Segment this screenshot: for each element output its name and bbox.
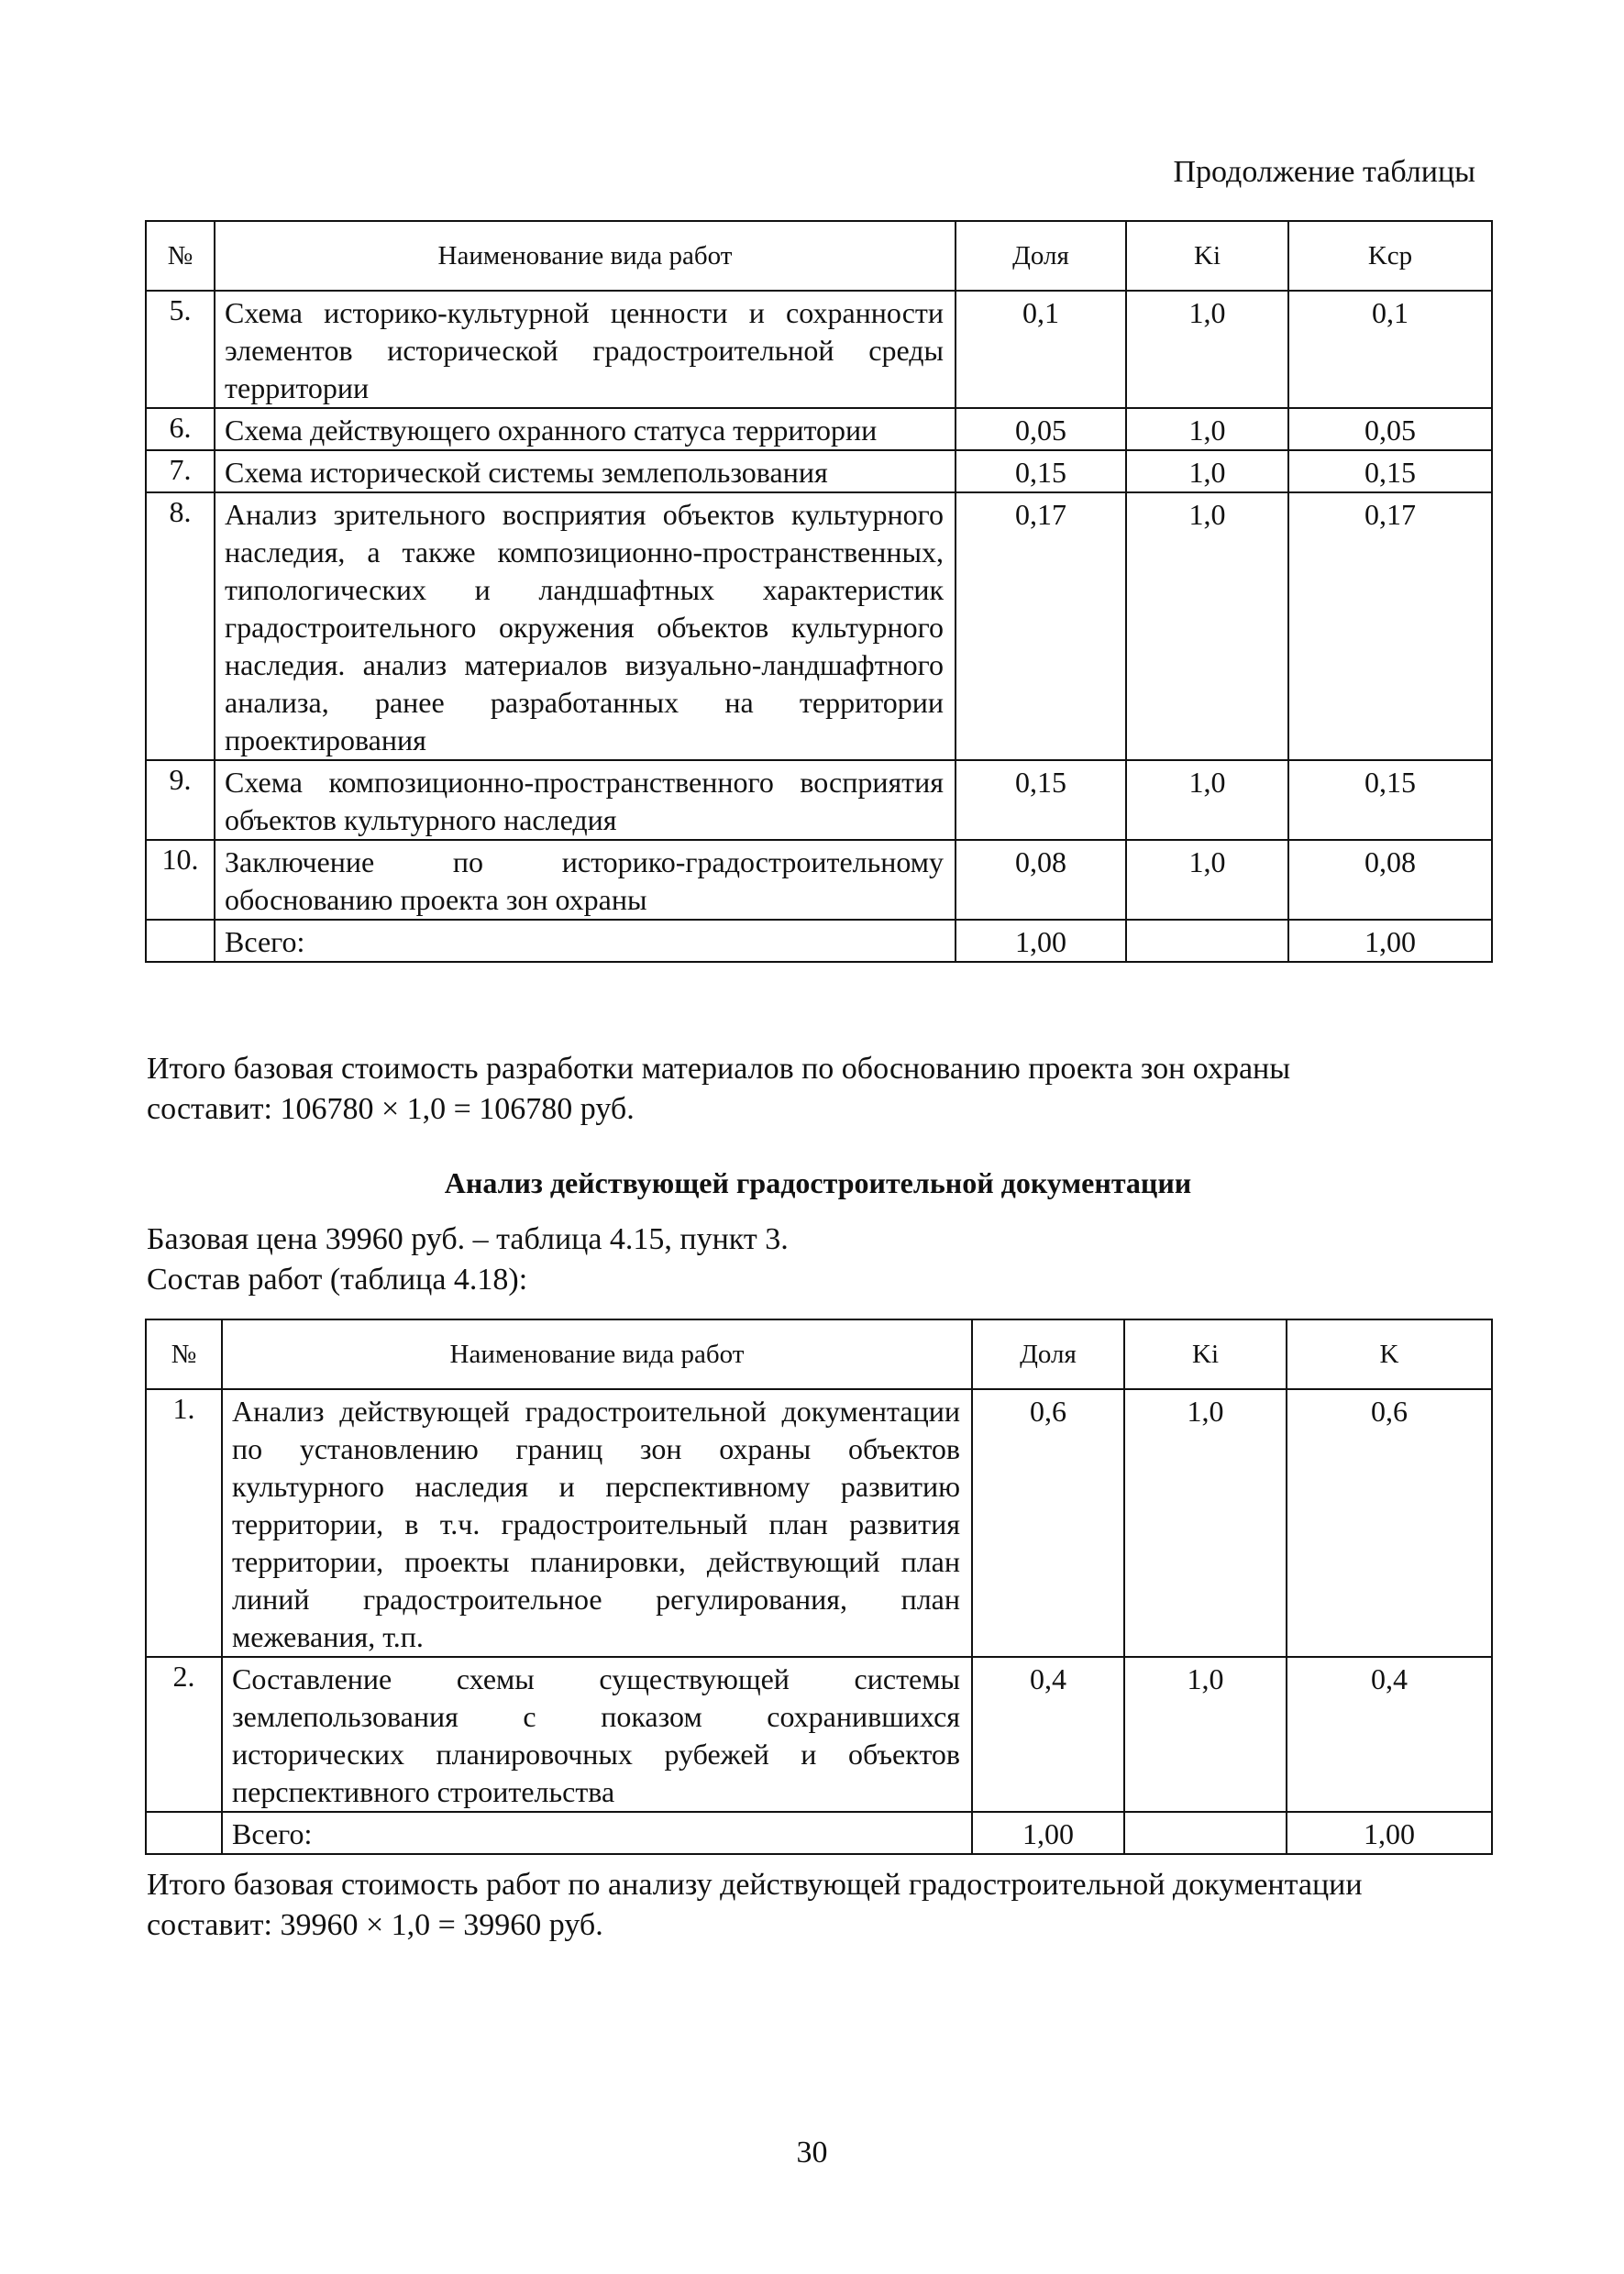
row-share: 0,17: [956, 492, 1126, 760]
table-row: [146, 760, 1492, 840]
row-work-name: Заключение по историко-градостроительному обоснованию проекта зон охраны: [215, 840, 956, 920]
table-header-row: [146, 1319, 1492, 1389]
table-header-row: [146, 221, 1492, 291]
table-total-row: [146, 1812, 1492, 1854]
composition-line: Состав работ (таблица 4.18):: [147, 1263, 528, 1297]
row-work-name: Схема композиционно-пространственного восприятия объектов культурного наследия: [215, 760, 956, 840]
row-number: 8.: [146, 492, 215, 760]
row-ki: 1,0: [1126, 291, 1288, 408]
row-work-name: Составление схемы существующей системы землепользования с показом сохранившихся исторических планировочных рубежей и объектов перспективного строительства: [222, 1657, 972, 1812]
row-k: 0,15: [1288, 450, 1492, 492]
total-share: 1,00: [956, 920, 1126, 962]
summary-paragraph-2: [147, 1865, 1491, 1946]
total-ki: [1126, 920, 1288, 962]
summary-1-line-1: Итого базовая стоимость разработки материалов по обоснованию проекта зон охраны: [147, 1052, 1291, 1086]
row-k: 0,4: [1287, 1657, 1492, 1812]
row-k: 0,1: [1288, 291, 1492, 408]
row-share: 0,15: [956, 450, 1126, 492]
row-number: 10.: [146, 840, 215, 920]
table-row: [146, 408, 1492, 450]
row-ki: 1,0: [1126, 408, 1288, 450]
row-k: 0,17: [1288, 492, 1492, 760]
row-work-name: Схема исторической системы землепользования: [215, 450, 956, 492]
row-share: 0,08: [956, 840, 1126, 920]
summary-2-line-2: составит: 39960 × 1,0 = 39960 руб.: [147, 1908, 603, 1942]
row-share: 0,15: [956, 760, 1126, 840]
summary-1-line-2: составит: 106780 × 1,0 = 106780 руб.: [147, 1092, 635, 1126]
base-price-line: Базовая цена 39960 руб. – таблица 4.15, пункт 3.: [147, 1222, 789, 1256]
total-k: 1,00: [1288, 920, 1492, 962]
col-header-share: Доля: [956, 221, 1126, 291]
row-work-name: Схема историко-культурной ценности и сохранности элементов исторической градостроительной среды территории: [215, 291, 956, 408]
row-share: 0,1: [956, 291, 1126, 408]
col-header-work-name: Наименование вида работ: [215, 221, 956, 291]
table-row: [146, 492, 1492, 760]
row-number: 1.: [146, 1389, 222, 1657]
row-k: 0,08: [1288, 840, 1492, 920]
col-header-ki: Ki: [1124, 1319, 1287, 1389]
total-number: [146, 1812, 222, 1854]
col-header-share: Доля: [972, 1319, 1124, 1389]
summary-2-line-1: Итого базовая стоимость работ по анализу действующей градостроительной документации: [147, 1868, 1363, 1902]
table-row: [146, 450, 1492, 492]
table-row: [146, 1389, 1492, 1657]
table-total-row: [146, 920, 1492, 962]
row-k: 0,05: [1288, 408, 1492, 450]
row-number: 5.: [146, 291, 215, 408]
total-ki: [1124, 1812, 1287, 1854]
total-number: [146, 920, 215, 962]
col-header-ki: Ki: [1126, 221, 1288, 291]
table-row: [146, 1657, 1492, 1812]
row-number: 7.: [146, 450, 215, 492]
page-number: 30: [796, 2136, 828, 2169]
summary-paragraph-1: [147, 1049, 1491, 1130]
row-k: 0,6: [1287, 1389, 1492, 1657]
col-header-k: K: [1287, 1319, 1492, 1389]
row-work-name: Анализ зрительного восприятия объектов культурного наследия, а также композиционно-пространственных, типологических и ландшафтных характеристик градостроительного окружения объектов культурного наследия. анализ материалов визуально-ландшафтного анализа, ранее разработанных на территории проектирования: [215, 492, 956, 760]
col-header-number: №: [146, 221, 215, 291]
works-table-2: [145, 1319, 1493, 1855]
row-number: 6.: [146, 408, 215, 450]
row-work-name: Схема действующего охранного статуса территории: [215, 408, 956, 450]
col-header-k: Kср: [1288, 221, 1492, 291]
row-ki: 1,0: [1126, 760, 1288, 840]
row-number: 9.: [146, 760, 215, 840]
works-table-1: [145, 220, 1493, 963]
table-continuation-label: Продолжение таблицы: [1173, 155, 1475, 189]
row-ki: 1,0: [1124, 1657, 1287, 1812]
col-header-number: №: [146, 1319, 222, 1389]
table-row: [146, 291, 1492, 408]
row-ki: 1,0: [1126, 492, 1288, 760]
row-number: 2.: [146, 1657, 222, 1812]
row-share: 0,6: [972, 1389, 1124, 1657]
row-ki: 1,0: [1126, 450, 1288, 492]
row-share: 0,05: [956, 408, 1126, 450]
row-ki: 1,0: [1124, 1389, 1287, 1657]
col-header-work-name: Наименование вида работ: [222, 1319, 972, 1389]
total-k: 1,00: [1287, 1812, 1492, 1854]
total-share: 1,00: [972, 1812, 1124, 1854]
row-work-name: Анализ действующей градостроительной документации по установлению границ зон охраны объектов культурного наследия и перспективному развитию территории, в т.ч. градостроительный план развития территории, проекты планировки, действующий план линий градостроительное регулирования, план межевания, т.п.: [222, 1389, 972, 1657]
row-share: 0,4: [972, 1657, 1124, 1812]
total-label: Всего:: [215, 920, 956, 962]
section-heading: Анализ действующей градостроительной документации: [444, 1166, 1192, 1199]
row-k: 0,15: [1288, 760, 1492, 840]
table-row: [146, 840, 1492, 920]
total-label: Всего:: [222, 1812, 972, 1854]
row-ki: 1,0: [1126, 840, 1288, 920]
